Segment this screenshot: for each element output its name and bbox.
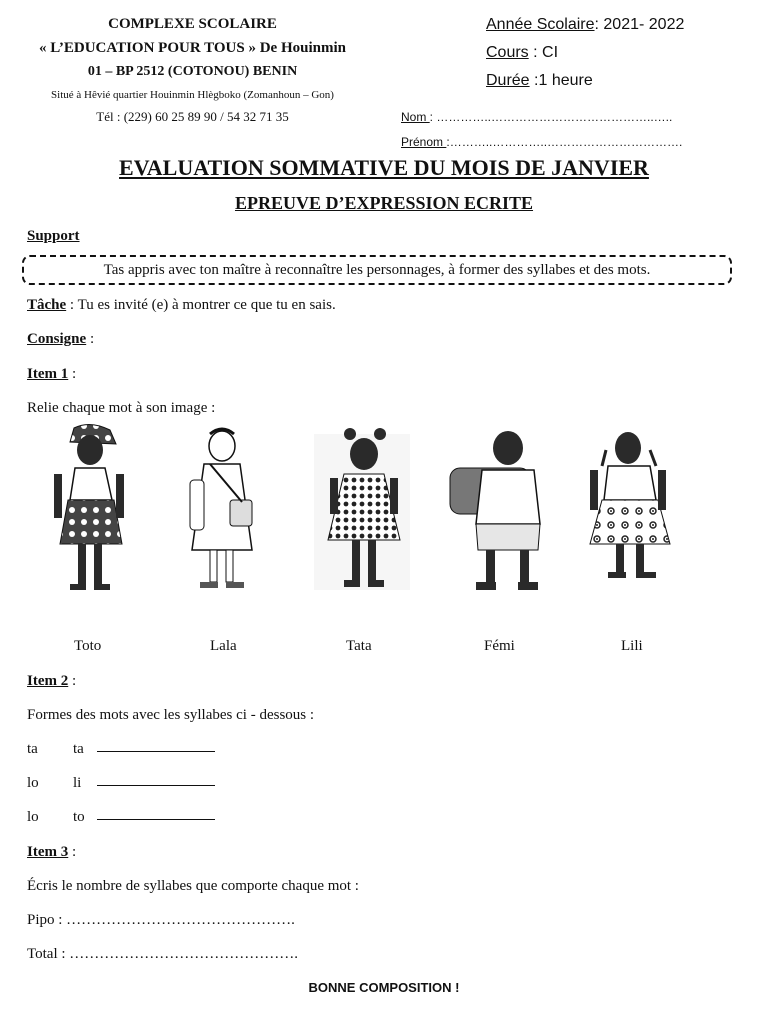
children-illustrations [30,420,730,600]
school-motto: « L’EDUCATION POUR TOUS » De Houinmin [38,40,346,56]
school-phone: Tél : (229) 60 25 89 90 / 54 32 71 35 [96,109,289,124]
school-header [0,12,385,128]
duration: Durée :1 heure [486,72,593,89]
prenom-field[interactable]: Prénom :………..…………..……………………………. [401,135,683,149]
school-location: Situé à Hêvié quartier Houinmin Hlègboko (Zomanhoun – Gon) [51,89,334,101]
answer-line[interactable] [97,819,215,820]
school-year: Année Scolaire: 2021- 2022 [486,16,685,33]
item1-instruction: Relie chaque mot à son image : [27,400,216,416]
exam-meta [486,16,684,100]
course: Cours : CI [486,44,559,61]
item3-instruction: Écris le nombre de syllabes que comporte chaque mot : [27,878,359,894]
name-toto[interactable]: Toto [74,638,102,654]
syllable-row: ta ta [27,741,38,758]
item3-heading: Item 3 : [27,844,77,860]
word-total[interactable]: Total : ………………………………………. [27,946,299,962]
school-name: COMPLEXE SCOLAIRE [108,16,277,32]
nom-field[interactable]: Nom : …………..…………………………………..….. [401,110,673,124]
syllable-row: lo to [27,809,39,826]
support-box [22,255,732,285]
support-text: Tas appris avec ton maître à reconnaître les personnages, à former des syllabes et des mots. [103,261,651,278]
support-heading: Support [27,228,80,244]
consigne: Consigne : [27,331,95,347]
footer-message: BONNE COMPOSITION ! [308,980,460,995]
name-tata[interactable]: Tata [346,638,372,654]
page-title: EVALUATION SOMMATIVE DU MOIS DE JANVIER [119,155,649,180]
name-lala[interactable]: Lala [210,638,237,654]
name-femi[interactable]: Fémi [484,638,515,654]
figure-toto [54,424,124,590]
syllable-row: lo li [27,775,39,792]
tache: Tâche : Tu es invité (e) à montrer ce que tu en sais. [27,297,336,313]
figure-lili [590,432,670,578]
item1-heading: Item 1 : [27,366,77,382]
answer-line[interactable] [97,751,215,752]
name-lili[interactable]: Lili [621,638,643,654]
figure-lala [190,429,252,588]
figure-tata [314,428,410,590]
answer-line[interactable] [97,785,215,786]
item2-heading: Item 2 : [27,673,77,689]
figure-femi [450,431,540,590]
item2-instruction: Formes des mots avec les syllabes ci - dessous : [27,707,315,723]
school-address: 01 – BP 2512 (COTONOU) BENIN [87,64,298,79]
page-subtitle: EPREUVE D’EXPRESSION ECRITE [234,193,534,213]
word-pipo[interactable]: Pipo : ………………………………………. [27,912,295,928]
